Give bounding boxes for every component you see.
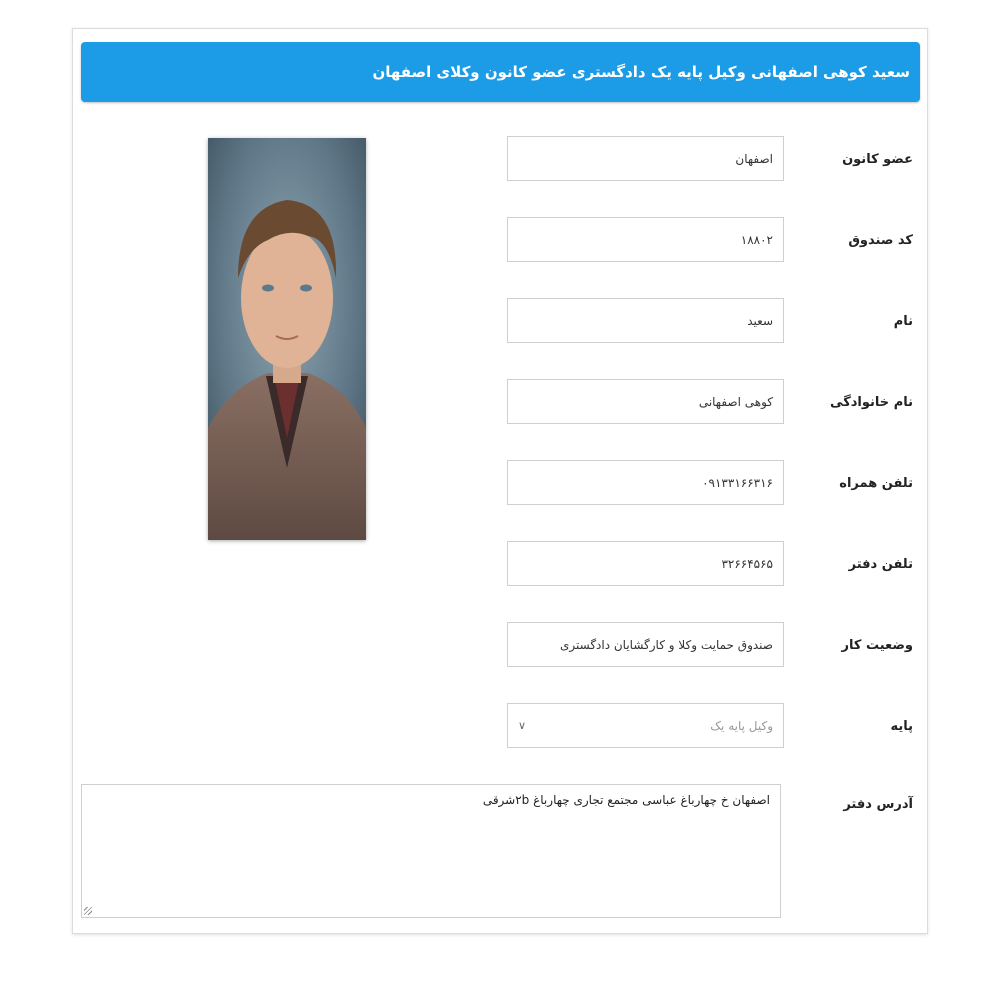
last-name-field[interactable]: کوهی اصفهانی xyxy=(507,379,784,424)
field-row-work-status xyxy=(73,622,929,669)
work-status-label: وضعیت کار xyxy=(841,638,913,653)
chevron-down-icon: ∨ xyxy=(518,719,527,732)
first-name-label: نام xyxy=(893,314,913,329)
mobile-field[interactable]: ۰۹۱۳۳۱۶۶۳۱۶ xyxy=(507,460,784,505)
address-textarea[interactable] xyxy=(81,784,781,918)
field-row-office-phone xyxy=(73,541,929,588)
first-name-field[interactable]: سعید xyxy=(507,298,784,343)
page-title: سعید کوهی اصفهانی وکیل پایه یک دادگستری عضو کانون وکلای اصفهان xyxy=(372,63,910,81)
field-row-bar xyxy=(73,136,929,183)
office-phone-field[interactable]: ۳۲۶۶۴۵۶۵ xyxy=(507,541,784,586)
fund-code-field[interactable]: ۱۸۸۰۲ xyxy=(507,217,784,262)
profile-card xyxy=(72,28,928,934)
grade-select[interactable] xyxy=(507,703,784,748)
work-status-field[interactable]: صندوق حمایت وکلا و کارگشایان دادگستری xyxy=(507,622,784,667)
last-name-label: نام خانوادگی xyxy=(830,395,913,410)
bar-field[interactable]: اصفهان xyxy=(507,136,784,181)
field-row-first-name xyxy=(73,298,929,345)
field-row-grade xyxy=(73,703,929,750)
address-label: آدرس دفتر xyxy=(843,797,913,812)
mobile-label: تلفن همراه xyxy=(839,476,913,491)
resize-handle-icon[interactable] xyxy=(84,907,92,915)
bar-label: عضو کانون xyxy=(842,152,913,167)
field-row-fund-code xyxy=(73,217,929,264)
grade-selected-value: وکیل پایه یک xyxy=(710,718,773,733)
address-value: اصفهان خ چهارباغ عباسی مجتمع تجاری چهارباغ ۲bشرقی xyxy=(482,793,770,807)
profile-header xyxy=(81,42,920,102)
fund-code-label: کد صندوق xyxy=(848,233,913,248)
field-row-mobile xyxy=(73,460,929,507)
grade-label: پایه xyxy=(890,719,913,734)
field-row-last-name xyxy=(73,379,929,426)
office-phone-label: تلفن دفتر xyxy=(848,557,913,572)
